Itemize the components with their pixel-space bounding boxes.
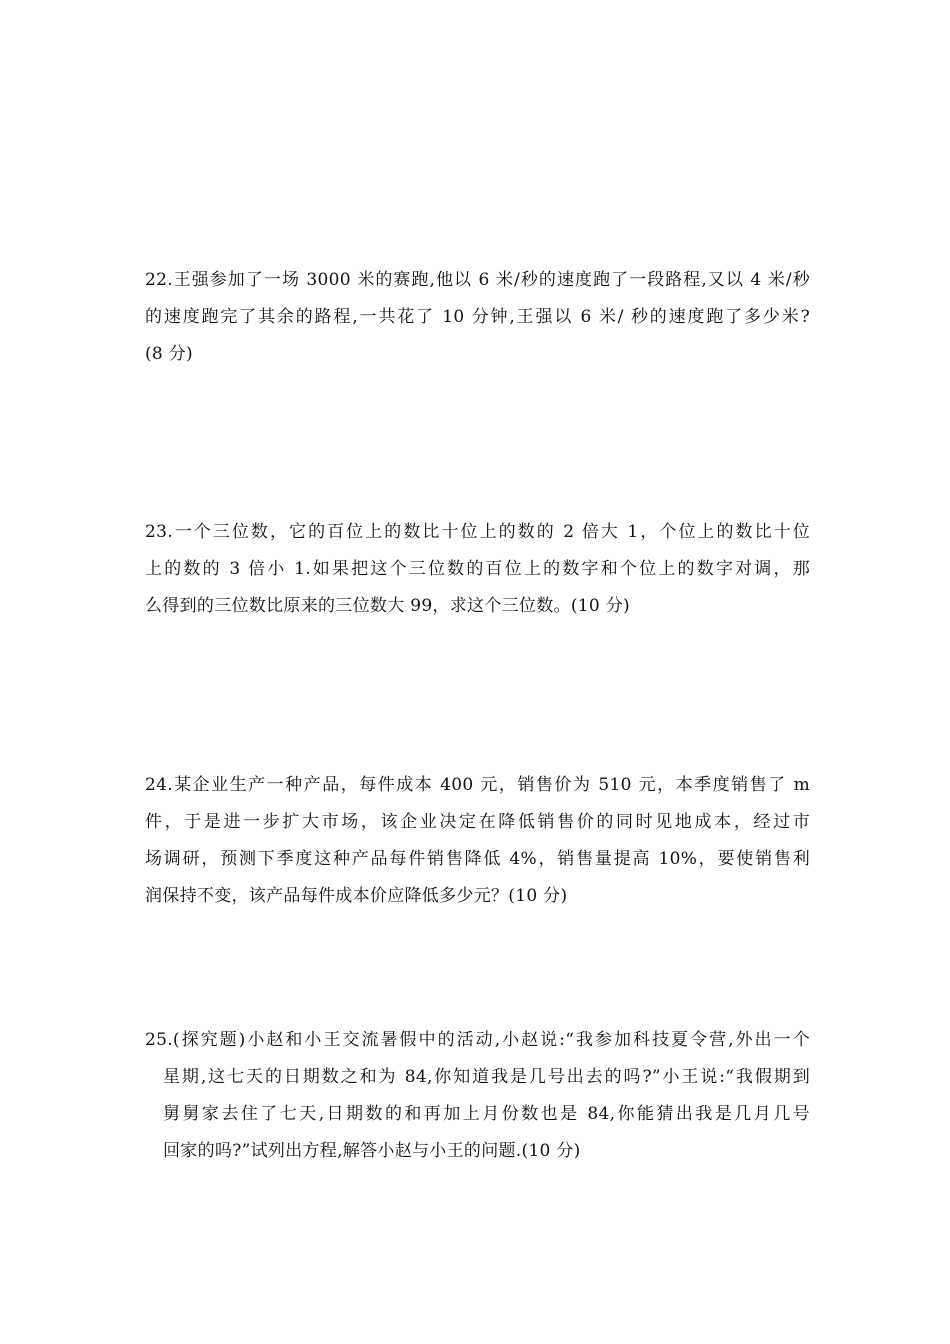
question-25-line-4: 回家的吗?”试列出方程,解答小赵与小王的问题.(10 分) — [163, 1141, 581, 1161]
question-24-line-2: 件，于是进一步扩大市场，该企业决定在降低销售价的同时见地成本，经过市 — [145, 812, 810, 832]
question-24-line-1: 24.某企业生产一种产品，每件成本 400 元，销售价为 510 元，本季度销售了 m — [145, 775, 810, 795]
question-25-line-3: 舅舅家去住了七天,日期数的和再加上月份数也是 84,你能猜出我是几月几号 — [163, 1104, 810, 1124]
question-22-line-2: 的速度跑完了其余的路程,一共花了 10 分钟,王强以 6 米/ 秒的速度跑了多少米? — [145, 307, 810, 327]
question-23-line-1: 23.一个三位数，它的百位上的数比十位上的数的 2 倍大 1，个位上的数比十位 — [145, 522, 810, 542]
question-25 — [145, 1022, 810, 1170]
question-25-line-2: 星期,这七天的日期数之和为 84,你知道我是几号出去的吗?”小王说:“我假期到 — [163, 1067, 810, 1087]
question-23-line-2: 上的数的 3 倍小 1.如果把这个三位数的百位上的数字和个位上的数字对调，那 — [145, 559, 810, 579]
question-24 — [145, 767, 810, 915]
question-22-line-1: 22.王强参加了一场 3000 米的赛跑,他以 6 米/秒的速度跑了一段路程,又以 4 米/秒 — [145, 270, 810, 290]
question-22 — [145, 262, 810, 373]
question-24-line-3: 场调研，预测下季度这种产品每件销售降低 4%，销售量提高 10%，要使销售利 — [145, 849, 810, 869]
question-23 — [145, 514, 810, 625]
question-25-line-1: 25.(探究题)小赵和小王交流暑假中的活动,小赵说:“我参加科技夏令营,外出一个 — [145, 1030, 810, 1050]
question-24-line-4: 润保持不变，该产品每件成本价应降低多少元？(10 分) — [145, 886, 568, 906]
question-23-line-3: 么得到的三位数比原来的三位数大 99，求这个三位数。(10 分) — [145, 596, 630, 616]
question-22-line-3: (8 分) — [145, 344, 193, 364]
